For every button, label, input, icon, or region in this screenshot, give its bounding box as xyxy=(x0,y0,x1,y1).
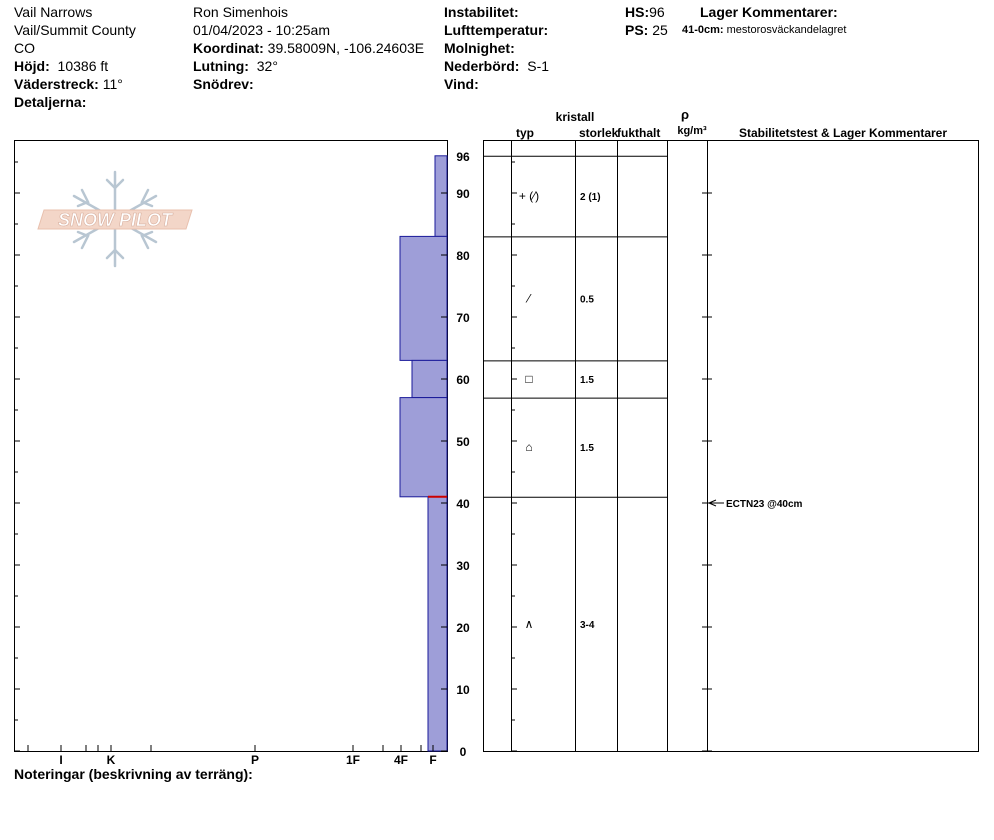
depth-tick-label: 10 xyxy=(456,683,470,697)
moisture-header: fukthalt xyxy=(617,126,661,140)
grain-type-symbol: ∧ xyxy=(524,616,534,631)
observation-datetime: 01/04/2023 - 10:25am xyxy=(193,22,330,38)
slope-value: 32° xyxy=(256,58,278,74)
stability-test-label: ECTN23 @40cm xyxy=(726,499,803,510)
wind-label: Vind: xyxy=(444,76,479,92)
logo-text: SNOW PILOT xyxy=(58,210,172,230)
grain-size-value: 1.5 xyxy=(580,443,594,455)
hardness-bar xyxy=(400,398,447,497)
grain-type-symbol: + (⁄) xyxy=(518,189,540,204)
layer-comment-depth: 41-0cm: xyxy=(682,24,724,36)
elevation-label: Höjd: xyxy=(14,58,50,74)
type-header: typ xyxy=(516,126,534,140)
hardness-bar xyxy=(428,497,447,751)
hardness-tick-label: F xyxy=(429,753,437,767)
grain-type-symbol: ⌂ xyxy=(525,440,533,455)
hardness-bar xyxy=(435,156,447,237)
depth-tick-label: 50 xyxy=(456,435,470,449)
grain-type-symbol: □ xyxy=(525,372,533,386)
depth-tick-label: 90 xyxy=(456,187,470,201)
depth-tick-label: 20 xyxy=(456,621,470,635)
layer-comments-label: Lager Kommentarer: xyxy=(700,4,838,20)
grain-size-value: 3-4 xyxy=(580,619,595,631)
state-name: CO xyxy=(14,40,35,56)
depth-axis-labels xyxy=(456,150,470,759)
hardness-layers xyxy=(400,156,447,751)
precip-label: Nederbörd: xyxy=(444,58,520,74)
airtemp-label: Lufttemperatur: xyxy=(444,22,549,38)
grain-size-value: 1.5 xyxy=(580,375,594,386)
density-unit-header: kg/m³ xyxy=(677,125,707,137)
location-name: Vail Narrows xyxy=(14,4,93,20)
depth-tick-label: 96 xyxy=(456,149,470,164)
grain-size-value: 0.5 xyxy=(580,294,594,306)
rho-header: ρ xyxy=(680,107,690,122)
grain-size-value: 2 (1) xyxy=(580,192,601,204)
hardness-axis-ticks xyxy=(28,745,437,767)
aspect-value: 11° xyxy=(102,76,123,92)
elevation-value: 10386 ft xyxy=(57,58,109,74)
grain-type-symbol: ⁄ xyxy=(527,291,531,306)
hs-value: 96 xyxy=(649,4,665,20)
depth-tick-label: 80 xyxy=(456,249,470,263)
depth-tick-label: 0 xyxy=(459,745,467,759)
hs-label: HS: xyxy=(625,4,650,20)
coordinate-value: 39.58009N, -106.24603E xyxy=(267,40,425,56)
slope-label: Lutning: xyxy=(193,58,249,74)
table-depth-ticks xyxy=(511,162,712,751)
hardness-tick-label: K xyxy=(106,753,116,767)
depth-tick-label: 30 xyxy=(456,559,470,573)
observer-name: Ron Simenhois xyxy=(193,4,288,20)
size-header: storlek xyxy=(579,126,619,140)
hardness-tick-label: 1F xyxy=(345,753,361,767)
crystal-header: kristall xyxy=(555,110,595,124)
stability-header: Stabilitetstest & Lager Kommentarer xyxy=(738,126,948,140)
depth-tick-label: 60 xyxy=(456,373,470,387)
precip-value: S-1 xyxy=(527,58,550,74)
coordinate-label: Koordinat: xyxy=(193,40,264,56)
stability-tests xyxy=(709,499,803,510)
layer-comment-text: mestorosväckandelagret xyxy=(726,24,847,36)
ps-label: PS: xyxy=(625,22,649,38)
drift-label: Snödrev: xyxy=(193,76,254,92)
hardness-tick-label: I xyxy=(59,753,63,767)
depth-tick-label: 40 xyxy=(456,497,470,511)
hardness-tick-label: 4F xyxy=(393,753,409,767)
sky-label: Molnighet: xyxy=(444,40,515,56)
instability-label: Instabilitet: xyxy=(444,4,519,20)
table-column-lines xyxy=(512,140,708,751)
snowpilot-logo xyxy=(38,172,192,266)
hardness-tick-label: P xyxy=(250,753,260,767)
aspect-label: Väderstreck: xyxy=(14,76,99,92)
layer-table-frame xyxy=(484,141,979,752)
notes-label: Noteringar (beskrivning av terräng): xyxy=(14,766,253,782)
region-name: Vail/Summit County xyxy=(14,22,136,38)
left-depth-ticks xyxy=(14,162,447,751)
details-label: Detaljerna: xyxy=(14,94,87,110)
ps-value: 25 xyxy=(652,22,668,38)
depth-tick-label: 70 xyxy=(456,311,470,325)
hardness-bar xyxy=(400,236,447,360)
